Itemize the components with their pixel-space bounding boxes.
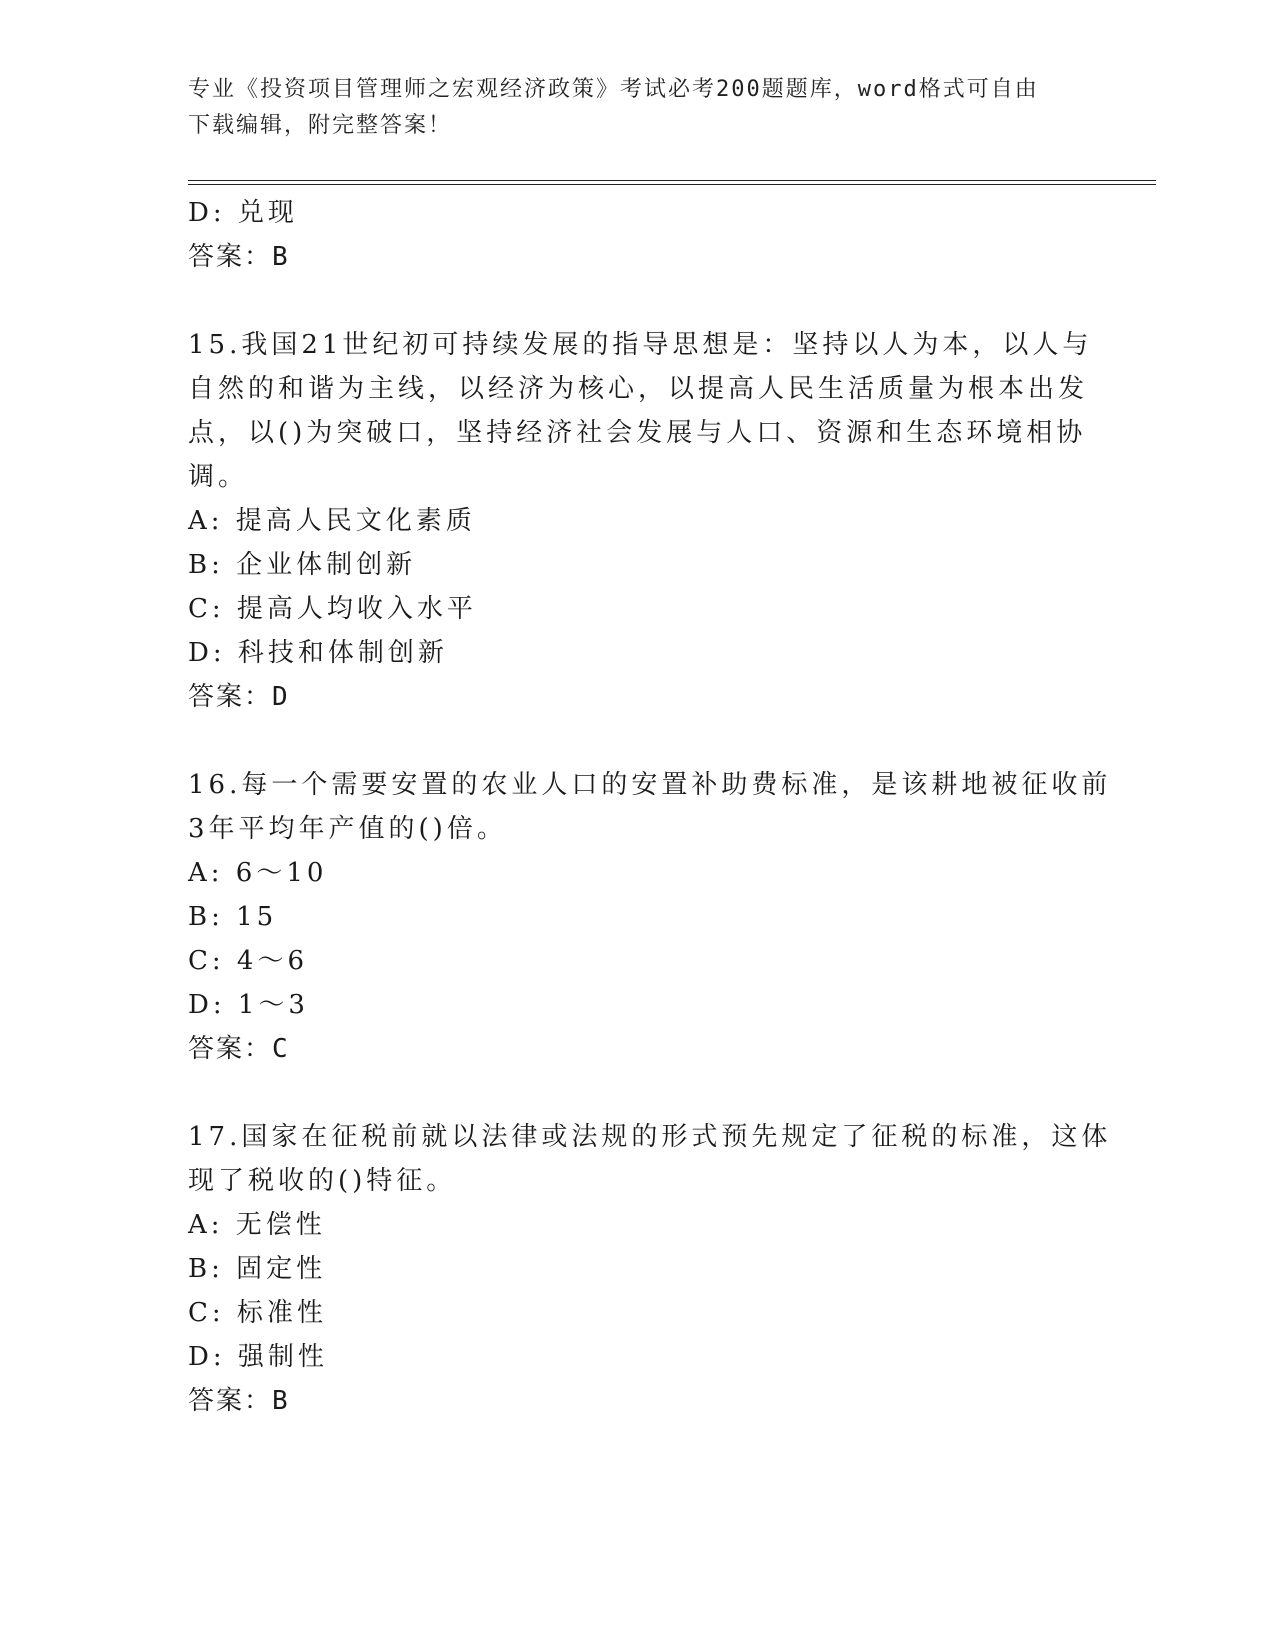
question-text-line: 3年平均年产值的()倍。 <box>188 814 507 844</box>
option-d: D: 强制性 <box>188 1342 328 1372</box>
answer-label: 答案： <box>188 1386 273 1416</box>
option-c: C: 4～6 <box>188 946 309 976</box>
option-c: C: 标准性 <box>188 1298 327 1328</box>
answer-line <box>188 234 290 280</box>
document-header <box>188 72 1088 144</box>
answer-line <box>188 1378 290 1424</box>
question-text-line: 点，以()为突破口，坚持经济社会发展与人口、资源和生态环境相协 <box>188 418 1087 448</box>
answer-value: D <box>272 682 290 712</box>
option-a: A: 提高人民文化素质 <box>188 506 476 536</box>
option-d: D: 兑现 <box>188 198 298 228</box>
answer-line <box>188 1026 290 1072</box>
option-d: D: 1～3 <box>188 990 309 1020</box>
header-rule-top <box>188 180 1156 181</box>
question-text-line: 15.我国21世纪初可持续发展的指导思想是：坚持以人为本，以人与 <box>188 330 1093 360</box>
option-d: D: 科技和体制创新 <box>188 638 448 668</box>
answer-label: 答案： <box>188 1034 273 1064</box>
option-a: A: 6～10 <box>188 858 328 888</box>
header-rule-bottom <box>188 184 1156 185</box>
question-text-line: 17.国家在征税前就以法律或法规的形式预先规定了征税的标准，这体 <box>188 1122 1112 1152</box>
option-b: B: 企业体制创新 <box>188 550 417 580</box>
option-a: A: 无偿性 <box>188 1210 326 1240</box>
question-text-line: 现了税收的()特征。 <box>188 1166 457 1196</box>
answer-value: B <box>272 1386 290 1416</box>
header-line-2: 下载编辑，附完整答案！ <box>188 113 453 138</box>
question-text-line: 16.每一个需要安置的农业人口的安置补助费标准，是该耕地被征收前 <box>188 770 1112 800</box>
option-c: C: 提高人均收入水平 <box>188 594 477 624</box>
answer-label: 答案： <box>188 242 273 272</box>
answer-value: B <box>272 242 290 272</box>
question-text-line: 自然的和谐为主线，以经济为核心，以提高人民生活质量为根本出发 <box>188 374 1089 404</box>
option-b: B: 固定性 <box>188 1254 327 1284</box>
answer-line <box>188 674 290 720</box>
answer-label: 答案： <box>188 682 273 712</box>
option-b: B: 15 <box>188 902 278 932</box>
question-text-line: 调。 <box>188 462 249 492</box>
answer-value: C <box>272 1034 290 1064</box>
header-line-1: 专业《投资项目管理师之宏观经济政策》考试必考200题题库，word格式可自由 <box>188 77 1039 102</box>
